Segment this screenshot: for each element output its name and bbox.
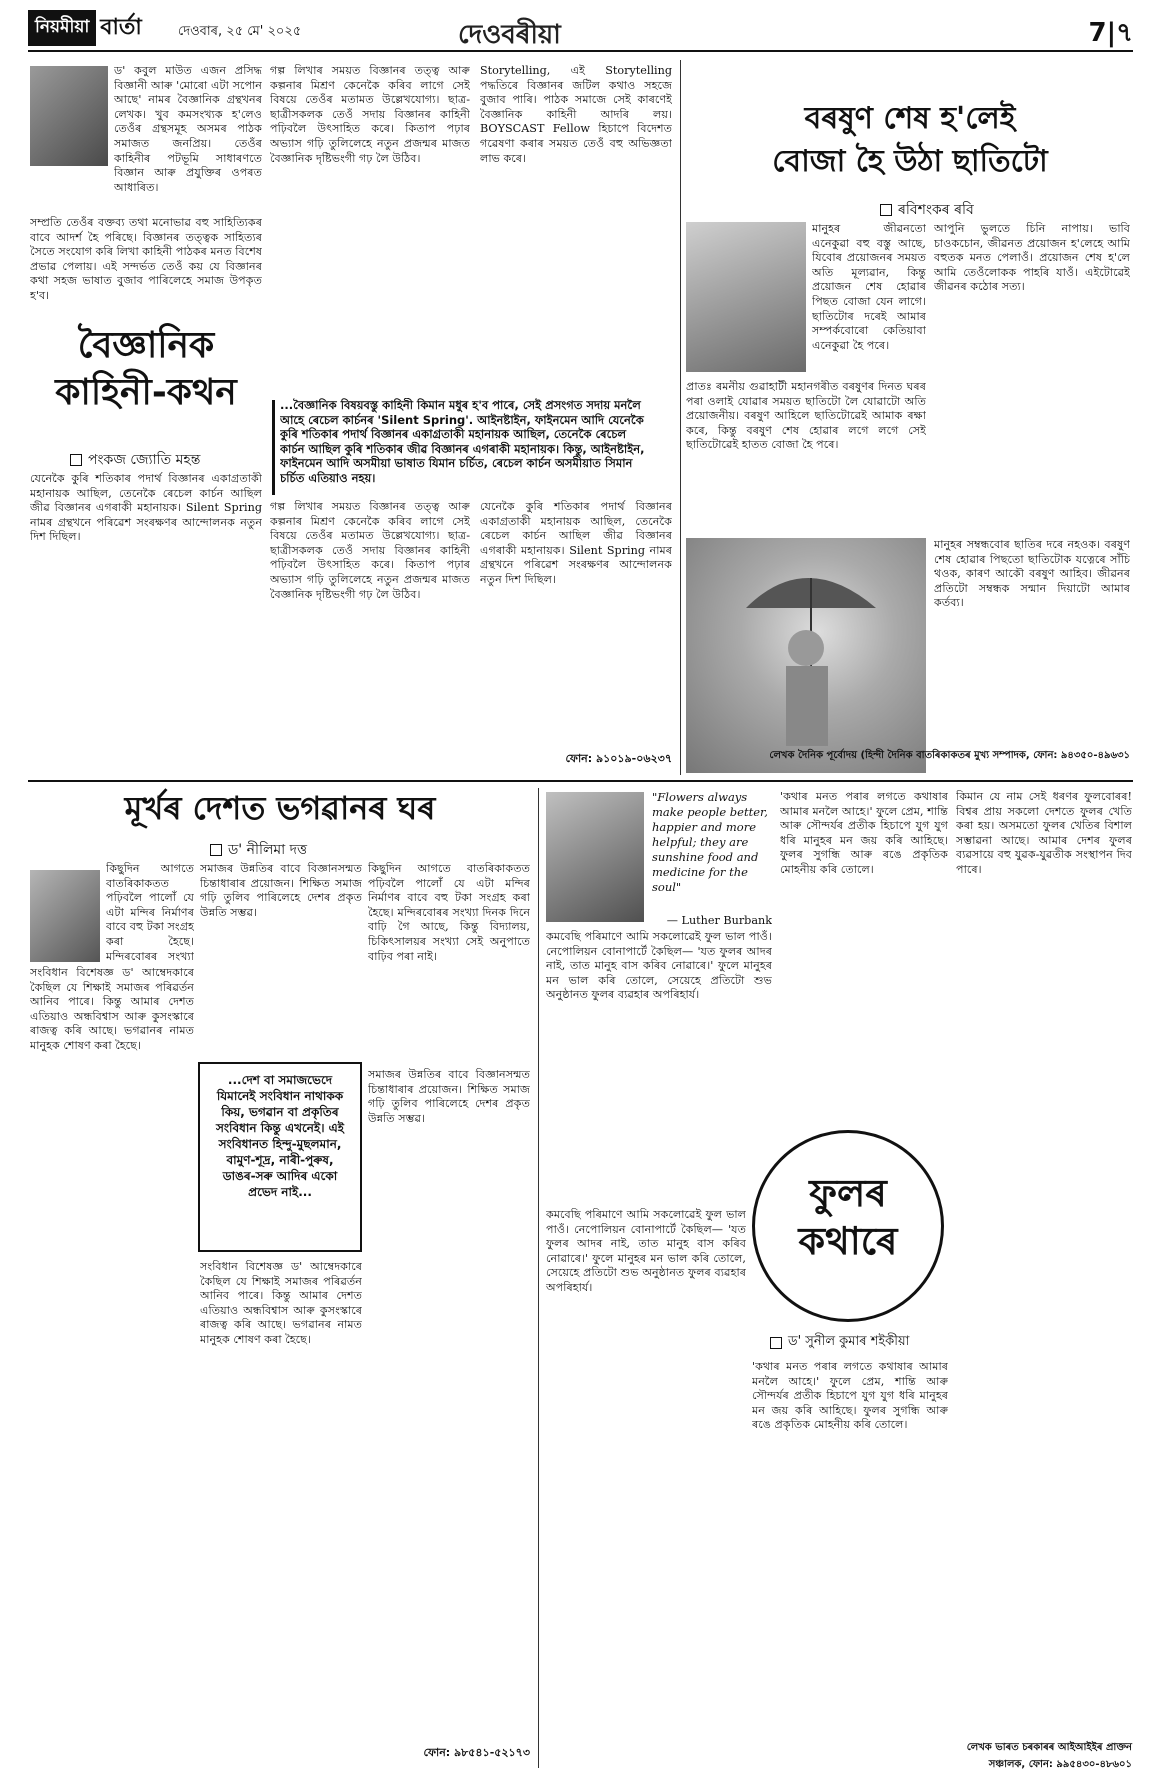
article4-title bbox=[752, 1172, 944, 1263]
article1-body-1: সম্প্ৰতি তেওঁৰ বক্তব্য তথা মনোভাৱ বহু সাহিত্যিকৰ বাবে আদৰ্শ হৈ পৰিছে। বিজ্ঞানৰ তত্ত্বক সাহিত্যৰ সৈতে সংযোগ কৰি লিখা কাহিনী পাঠকৰ মনত বিশেষ প্ৰভাৱ পেলায়। এই সন্দৰ্ভত তেওঁ কয় যে বিজ্ঞানৰ কথা সহজ ভাষাত বুজাব পাৰিলেহে সমাজ উপকৃত হ'ব। bbox=[30, 216, 262, 302]
article1-title-line2: কাহিনী-কথন bbox=[55, 372, 237, 414]
masthead bbox=[28, 8, 1133, 52]
column-divider bbox=[680, 60, 681, 775]
article4-quote-text: "Flowers always make people better, happier and more helpful; they are sunshine food and medicine for the soul" bbox=[652, 790, 768, 894]
article1-body-3: Storytelling, এই Storytelling পদ্ধতিৰে বিজ্ঞানৰ জটিল কথাও সহজে বুজাব পাৰি। পাঠক সমাজে সেই কাৰণেই বৈজ্ঞানিক কাহিনী আদৰি লয়। BOYSCAST Fellow হিচাপে বিদেশত গৱেষণা কৰাৰ সময়ত তেওঁ বহু অভিজ্ঞতা লাভ কৰে। bbox=[480, 64, 672, 165]
logo-left: নিয়মীয়া bbox=[28, 10, 96, 46]
newspaper-logo bbox=[28, 12, 142, 44]
section-title: দেওবৰীয়া bbox=[458, 20, 561, 50]
article4-byline bbox=[770, 1332, 909, 1353]
article2-author: ৰবিশংকৰ ৰবি bbox=[898, 202, 974, 218]
article2-title bbox=[690, 102, 1130, 179]
article2-body-1: প্ৰাতঃ ৰমনীয় গুৱাহাটী মহানগৰীত বৰষুণৰ দিনত ঘৰৰ পৰা ওলাই যোৱাৰ সময়ত ছাতিটো লৈ যোৱাটো অতি প্ৰয়োজনীয়। বৰষুণ আহিলে ছাতিটোৱেই আমাক ৰক্ষা কৰে, কিন্তু বৰষুণ শেষ হোৱাৰ লগে লগে সেই ছাতিটোৱেই হাতত বোজা হৈ পৰে। bbox=[686, 380, 926, 452]
byline-square-icon bbox=[880, 204, 892, 216]
pullquote-rule bbox=[272, 400, 275, 495]
issue-date: দেওবাৰ, ২৫ মে' ২০২৫ bbox=[178, 24, 302, 39]
author-photo-4 bbox=[546, 792, 644, 922]
column-divider-2 bbox=[538, 788, 539, 1768]
article3-phone: ফোন: ৯৮৫৪১-৫২১৭৩ bbox=[423, 1746, 530, 1759]
article2-caption: লেখক দৈনিক পূৰ্বোদয় (হিন্দী দৈনিক বাতৰিকাকতৰ মুখ্য সম্পাদক, ফোন: ৯৪৩৫০-৪৯৬৩১ bbox=[769, 750, 1130, 761]
article3-pull-quote: ...দেশ বা সমাজভেদে যিমানেই সংবিধান নাথাকক কিয়, ভগৱান বা প্ৰকৃতিৰ সংবিধান কিন্তু এখনেই। এই সংবিধানত হিন্দু-মুছলমান, বামুণ-শূদ্ৰ, নাৰী-পুৰুষ, ডাঙৰ-সৰু আদিৰ একো প্ৰভেদ নাই... bbox=[215, 1073, 345, 1199]
umbrella-illustration bbox=[686, 538, 926, 773]
author-photo-3 bbox=[30, 870, 100, 962]
article1-byline bbox=[70, 448, 200, 472]
article2-body-4: মানুহৰ সম্বন্ধবোৰ ছাতিৰ দৰে নহওক। বৰষুণ শেষ হোৱাৰ পিছতো ছাতিটোক যত্নেৰে সাঁচি থওক, কাৰণ আকৌ বৰষুণ আহিব। জীৱনৰ প্ৰতিটো সম্বন্ধক সন্মান দিয়াটো আমাৰ কৰ্তব্য। bbox=[934, 538, 1130, 610]
article2-title-line2: বোজা হৈ উঠা ছাতিটো bbox=[772, 143, 1048, 179]
article2-title-line1: বৰষুণ শেষ হ'লেই bbox=[804, 101, 1016, 136]
article4-caption: লেখক ভাৰত চৰকাৰৰ আইআইইৰ প্ৰাক্তন সঞ্চালক, ফোন: ৯৯৫৪৩০-৪৮৬০১ bbox=[966, 1742, 1132, 1770]
article4-body-1: কমবেছি পৰিমাণে আমি সকলোৱেই ফুল ভাল পাওঁ। নেপোলিয়ন বোনাপাৰ্টে কৈছিল— 'যত ফুলৰ আদৰ নাই, তাত মানুহ বাস কৰিব নোৱাৰে।' ফুলে মানুহৰ মন ভাল কৰি তোলে, সেয়েহে প্ৰতিটো শুভ অনুষ্ঠানত ফুলৰ ব্যৱহাৰ অপৰিহাৰ্য। bbox=[546, 930, 772, 1002]
article1-phone: ফোন: ৯১০১৯-০৬২৩৭ bbox=[565, 752, 672, 765]
article3-body-4: কিছুদিন আগতে বাতৰিকাকতত পঢ়িবলৈ পালোঁ যে এটা মন্দিৰ নিৰ্মাণৰ বাবে বহু টকা সংগ্ৰহ কৰা হৈছে। মন্দিৰবোৰৰ সংখ্যা দিনক দিনে বাঢ়ি গৈ আছে, কিন্তু বিদ্যালয়, চিকিৎসালয়ৰ সংখ্যা সেই অনুপাতে বাঢ়িব পৰা নাই। bbox=[368, 862, 530, 963]
article4-quote-author: — Luther Burbank bbox=[666, 914, 772, 927]
article1-body-6: যেনেকৈ কুৰি শতিকাৰ পদাৰ্থ বিজ্ঞানৰ একাগ্ৰতাকী মহানায়ক আছিল, তেনেকৈ ৰেচেল কাৰ্চন আছিল জীৱ বিজ্ঞানৰ এগৰাকী মহানায়ক। Silent Spring নামৰ গ্ৰন্থখনে পৰিৱেশ সংৰক্ষণৰ আন্দোলনক নতুন দিশ দিছিল। bbox=[480, 500, 672, 586]
byline-square-icon bbox=[210, 844, 222, 856]
article4-quote bbox=[652, 790, 772, 912]
woman-with-umbrella-image bbox=[686, 538, 926, 773]
article1-intro: ড' কবুল মাউত এজন প্ৰসিদ্ধ বিজ্ঞানী আৰু 'মোৰো এটা সপোন আছে' নামৰ বৈজ্ঞানিক গ্ৰন্থখনৰ লেখক। খুব কমসংখ্যক হ'লেও তেওঁৰ গ্ৰন্থসমূহ অসমৰ পাঠক সমাজত জনপ্ৰিয়। তেওঁৰ কাহিনীৰ পটভূমি সাধাৰণতে বিজ্ঞান আৰু প্ৰযুক্তিৰ ওপৰত আধাৰিত। bbox=[114, 64, 262, 194]
article2-body-3: আপুনি ভুলতে চিনি নাপায়। ভাবি চাওকচোন, জীৱনত প্ৰয়োজন হ'লেহে আমি বহুতক মনত পেলাওঁ। প্ৰয়োজন শেষ হ'লে আমি তেওঁলোকক পাহৰি যাওঁ। এইটোৱেই জীৱনৰ কঠোৰ সত্য। bbox=[934, 222, 1130, 294]
article3-pull-quote-box bbox=[198, 1062, 362, 1252]
article4-title-line1: ফুলৰ bbox=[809, 1171, 887, 1215]
logo-right: বাৰ্তা bbox=[100, 14, 142, 40]
article2-body-2: মানুহৰ জীৱনতো এনেকুৱা বহু বস্তু আছে, যিবোৰ প্ৰয়োজনৰ সময়ত অতি মূল্যৱান, কিন্তু প্ৰয়োজন শেষ হোৱাৰ পিছত বোজা যেন লাগে। ছাতিটোৰ দৰেই আমাৰ সম্পৰ্কবোৰো কেতিয়াবা এনেকুৱা হৈ পৰে। bbox=[812, 222, 926, 352]
article2-byline bbox=[880, 198, 974, 222]
article3-title: মূৰ্খৰ দেশত ভগৱানৰ ঘৰ bbox=[124, 789, 436, 827]
article3-body-5: সংবিধান বিশেষজ্ঞ ড' আম্বেদকাৰে কৈছিল যে শিক্ষাই সমাজৰ পৰিৱৰ্তন আনিব পাৰে। কিন্তু আমাৰ দেশত এতিয়াও অন্ধবিশ্বাস আৰু কুসংস্কাৰে ৰাজত্ব কৰি আছে। ভগৱানৰ নামত মানুহক শোষণ কৰা হৈছে। bbox=[200, 1260, 362, 1346]
byline-square-icon bbox=[770, 1337, 782, 1349]
article1-body-4: যেনেকৈ কুৰি শতিকাৰ পদাৰ্থ বিজ্ঞানৰ একাগ্ৰতাকী মহানায়ক আছিল, তেনেকৈ ৰেচেল কাৰ্চন আছিল জীৱ বিজ্ঞানৰ এগৰাকী মহানায়ক। Silent Spring নামৰ গ্ৰন্থখনে পৰিৱেশ সংৰক্ষণৰ আন্দোলনক নতুন দিশ দিছিল। bbox=[30, 472, 262, 544]
article1-pull-quote: ...বৈজ্ঞানিক বিষয়বস্তু কাহিনী কিমান মধুৰ হ'ব পাৰে, সেই প্ৰসংগত সদায় মনলৈ আহে ৰেচেল কাৰ্চনৰ 'Silent Spring'. আইনষ্টাইন, ফাইনমেন আদি যেনেকৈ কুৰি শতিকাৰ পদাৰ্থ বিজ্ঞানৰ একাগ্ৰতাকী মহানায়ক আছিল, তেনেকৈ ৰেচেল কাৰ্চন আছিল কুৰি শতিকাৰ জীৱ বিজ্ঞানৰ এগৰাকী মহানায়ক। কিন্তু, আইনষ্টাইন, ফাইনমেন আদি অসমীয়া ভাষাত যিমান চৰ্চিত, ৰেচেল কাৰ্চন অসমীয়াত সিমান চৰ্চিত এতিয়াও নহয়। bbox=[280, 398, 645, 485]
author-photo-2 bbox=[686, 222, 806, 372]
article4-title-line2: কথাৰে bbox=[798, 1218, 898, 1263]
article1-body-2: গল্প লিখাৰ সময়ত বিজ্ঞানৰ তত্ত্ব আৰু কল্পনাৰ মিশ্ৰণ কেনেকৈ কৰিব লাগে সেই বিষয়ে তেওঁৰ মতামত উল্লেখযোগ্য। ছাত্ৰ-ছাত্ৰীসকলক তেওঁ সদায় বিজ্ঞানৰ কাহিনী পঢ়িবলৈ উৎসাহিত কৰে। কিতাপ পঢ়াৰ অভ্যাস গঢ়ি তুলিলেহে নতুন প্ৰজন্মৰ মাজত বৈজ্ঞানিক দৃষ্টিভংগী গঢ় লৈ উঠিব। bbox=[270, 64, 470, 165]
article4-body-4: কমবেছি পৰিমাণে আমি সকলোৱেই ফুল ভাল পাওঁ। নেপোলিয়ন বোনাপাৰ্টে কৈছিল— 'যত ফুলৰ আদৰ নাই, তাত মানুহ বাস কৰিব নোৱাৰে।' ফুলে মানুহৰ মন ভাল কৰি তোলে, সেয়েহে প্ৰতিটো শুভ অনুষ্ঠানত ফুলৰ ব্যৱহাৰ অপৰিহাৰ্য। bbox=[546, 1208, 746, 1294]
article4-body-2: 'কথাৰ মনত পৰাৰ লগতে কথাষাৰ আমাৰ মনলৈ আহে।' ফুলে প্ৰেম, শান্তি আৰু সৌন্দৰ্যৰ প্ৰতীক হিচাপে যুগ যুগ ধৰি মানুহৰ মন জয় কৰি আহিছে। ফুলৰ সুগন্ধি আৰু ৰঙে প্ৰকৃতিক মোহনীয় কৰি তোলে। bbox=[780, 790, 948, 876]
page-number: 7|৭ bbox=[1088, 18, 1133, 48]
article1-title bbox=[30, 325, 262, 414]
article3-body-2: সংবিধান বিশেষজ্ঞ ড' আম্বেদকাৰে কৈছিল যে শিক্ষাই সমাজৰ পৰিৱৰ্তন আনিব পাৰে। কিন্তু আমাৰ দেশত এতিয়াও অন্ধবিশ্বাস আৰু কুসংস্কাৰে ৰাজত্ব কৰি আছে। ভগৱানৰ নামত মানুহক শোষণ কৰা হৈছে। bbox=[30, 966, 194, 1052]
article1-body-5: গল্প লিখাৰ সময়ত বিজ্ঞানৰ তত্ত্ব আৰু কল্পনাৰ মিশ্ৰণ কেনেকৈ কৰিব লাগে সেই বিষয়ে তেওঁৰ মতামত উল্লেখযোগ্য। ছাত্ৰ-ছাত্ৰীসকলক তেওঁ সদায় বিজ্ঞানৰ কাহিনী পঢ়িবলৈ উৎসাহিত কৰে। কিতাপ পঢ়াৰ অভ্যাস গঢ়ি তুলিলেহে নতুন প্ৰজন্মৰ মাজত বৈজ্ঞানিক দৃষ্টিভংগী গঢ় লৈ উঠিব। bbox=[270, 500, 470, 601]
article3-body-1: কিছুদিন আগতে বাতৰিকাকতত পঢ়িবলৈ পালোঁ যে এটা মন্দিৰ নিৰ্মাণৰ বাবে বহু টকা সংগ্ৰহ কৰা হৈছে। মন্দিৰবোৰৰ সংখ্যা bbox=[106, 862, 194, 962]
article4-author: ড' সুনীল কুমাৰ শইকীয়া bbox=[788, 1334, 910, 1349]
byline-square-icon bbox=[70, 454, 82, 466]
article4-body-5: 'কথাৰ মনত পৰাৰ লগতে কথাষাৰ আমাৰ মনলৈ আহে।' ফুলে প্ৰেম, শান্তি আৰু সৌন্দৰ্যৰ প্ৰতীক হিচাপে যুগ যুগ ধৰি মানুহৰ মন জয় কৰি আহিছে। ফুলৰ সুগন্ধি আৰু ৰঙে প্ৰকৃতিক মোহনীয় কৰি তোলে। bbox=[752, 1360, 948, 1432]
author-photo-1 bbox=[30, 66, 108, 166]
article3-byline bbox=[210, 838, 307, 862]
article4-body-3: কিমান যে নাম সেই ধৰণৰ ফুলবোৰৰ! বিশ্বৰ প্ৰায় সকলো দেশতে ফুলৰ খেতি কৰা হয়। অসমতো ফুলৰ খেতিৰ বিশাল সম্ভাৱনা আছে। আমাৰ দেশৰ ফুলৰ ব্যৱসায়ে বহু যুৱক-যুৱতীক সংস্থাপন দিব পাৰে। bbox=[956, 790, 1132, 876]
article1-author: পংকজ জ্যোতি মহন্ত bbox=[88, 452, 201, 468]
article3-body-3: সমাজৰ উন্নতিৰ বাবে বিজ্ঞানসন্মত চিন্তাধাৰাৰ প্ৰয়োজন। শিক্ষিত সমাজ গঢ়ি তুলিব পাৰিলেহে দেশৰ প্ৰকৃত উন্নতি সম্ভৱ। bbox=[200, 862, 362, 919]
section-divider bbox=[28, 780, 1133, 782]
article3-body-6: সমাজৰ উন্নতিৰ বাবে বিজ্ঞানসন্মত চিন্তাধাৰাৰ প্ৰয়োজন। শিক্ষিত সমাজ গঢ়ি তুলিব পাৰিলেহে দেশৰ প্ৰকৃত উন্নতি সম্ভৱ। bbox=[368, 1068, 530, 1125]
article3-author: ড' নীলিমা দত্ত bbox=[228, 842, 308, 858]
article1-title-line1: বৈজ্ঞানিক bbox=[77, 325, 215, 366]
